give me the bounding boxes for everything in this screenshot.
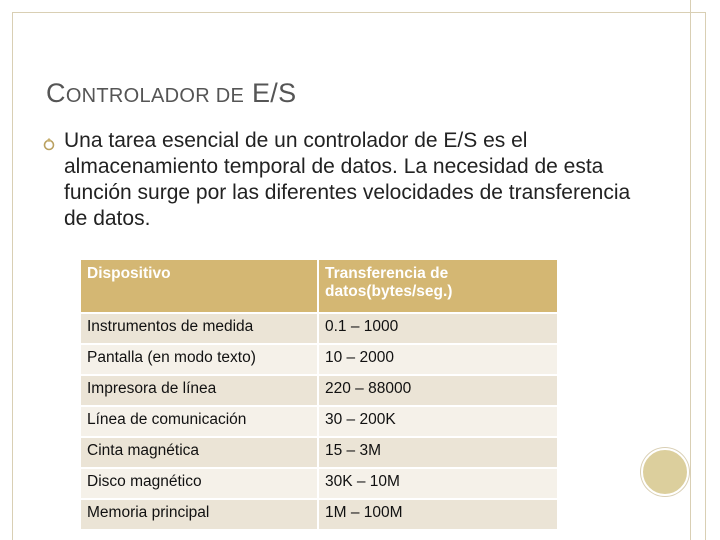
cell-rate: 15 – 3M bbox=[319, 438, 557, 467]
cell-device: Memoria principal bbox=[81, 500, 317, 529]
cell-device: Línea de comunicación bbox=[81, 407, 317, 436]
cell-device: Cinta magnética bbox=[81, 438, 317, 467]
device-transfer-table bbox=[79, 258, 559, 531]
cell-device: Instrumentos de medida bbox=[81, 314, 317, 343]
diamond-ring-icon bbox=[42, 137, 56, 151]
cell-rate: 1M – 100M bbox=[319, 500, 557, 529]
cell-device: Impresora de línea bbox=[81, 376, 317, 405]
cell-rate: 0.1 – 1000 bbox=[319, 314, 557, 343]
cell-rate: 30K – 10M bbox=[319, 469, 557, 498]
cell-rate: 220 – 88000 bbox=[319, 376, 557, 405]
header-device: Dispositivo bbox=[81, 260, 317, 312]
table-row bbox=[81, 438, 557, 467]
slide-title: CONTROLADOR DE E/S bbox=[46, 78, 297, 108]
vertical-rule bbox=[690, 0, 691, 540]
table-row bbox=[81, 376, 557, 405]
table-row bbox=[81, 345, 557, 374]
cell-rate: 30 – 200K bbox=[319, 407, 557, 436]
table-row bbox=[81, 314, 557, 343]
table-row bbox=[81, 500, 557, 529]
table-row bbox=[81, 469, 557, 498]
cell-rate: 10 – 2000 bbox=[319, 345, 557, 374]
cell-device: Disco magnético bbox=[81, 469, 317, 498]
decorative-circle bbox=[641, 448, 689, 496]
table-row bbox=[81, 407, 557, 436]
cell-device: Pantalla (en modo texto) bbox=[81, 345, 317, 374]
header-transfer-rate: Transferencia de datos(bytes/seg.) bbox=[319, 260, 557, 312]
bullet-text: Una tarea esencial de un controlador de E/S es el almacenamiento temporal de datos. La necesidad de esta función surge por las diferentes velocidades de transferencia de datos. bbox=[64, 129, 631, 230]
table-header-row bbox=[81, 260, 557, 312]
